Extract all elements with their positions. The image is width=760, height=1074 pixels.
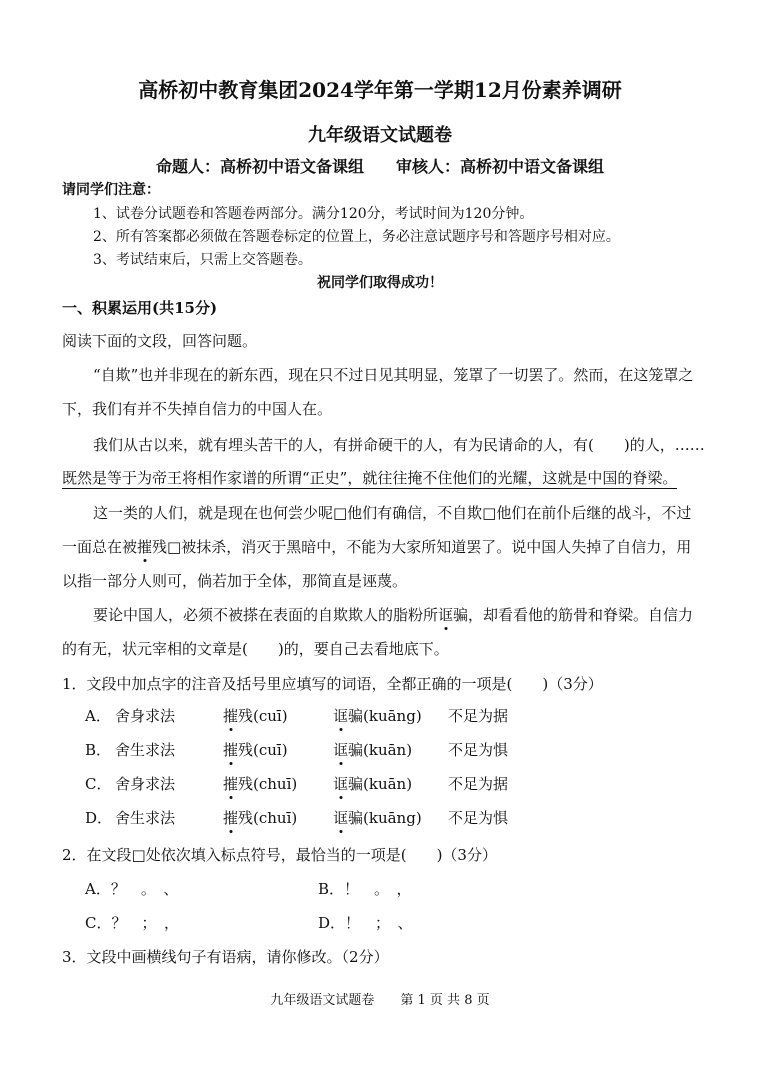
option-letter: B．	[85, 741, 112, 759]
passage-line: 的有无，状元宰相的文章是( )的，要自己去看地底下。	[62, 640, 449, 658]
passage-line: 这一类的人们，就是现在也何尝少呢□他们有确信，不自欺□他们在前仆后继的战斗，不过	[93, 504, 692, 522]
notice-item: 2、所有答案都必须做在答题卷标定的位置上，务必注意试题序号和答题序号相对应。	[93, 229, 620, 245]
section-heading: 一、积累运用(共15分)	[62, 299, 218, 317]
option-pinyin: 摧残(chuī)	[223, 809, 298, 827]
option-word: 不足为惧	[448, 809, 509, 827]
good-luck-line: 祝同学们取得成功！	[317, 275, 443, 291]
exam-title: 高桥初中教育集团2024学年第一学期12月份素养调研	[138, 78, 622, 102]
question-3-stem: 3．文段中画横线句子有语病，请你修改。（2分）	[62, 948, 389, 966]
passage-line: 以指一部分人则可，倘若加于全体，那简直是诬蔑。	[62, 572, 408, 590]
option-pinyin: 摧残(chuī)	[223, 775, 298, 793]
text-segment: 一面总在被	[62, 538, 138, 556]
dotted-char: 摧	[137, 538, 153, 556]
option-pinyin: 诓骗(kuān)	[333, 741, 413, 759]
page-footer: 九年级语文试题卷 第 1 页 共 8 页	[270, 993, 490, 1008]
text-segment: 要论中国人，必须不被搽在表面的自欺欺人的脂粉所	[93, 606, 439, 624]
option-pinyin: 摧残(cuī)	[223, 707, 288, 725]
passage-line	[93, 604, 693, 625]
underline-text: 既然是等于为帝王将相作家谱的所谓“正史”，就往往掩不住他们的光耀，这就是中国的脊梁。	[62, 469, 678, 487]
option-pinyin: 摧残(cuī)	[223, 741, 288, 759]
reading-intro: 阅读下面的文段，回答问题。	[62, 332, 258, 350]
option-word: 舍身求法	[115, 775, 176, 793]
passage-line: “自欺”也并非现在的新东西，现在只不过日见其明显，笼罩了一切罢了。然而，在这笼罩之	[93, 366, 694, 384]
passage-line	[62, 536, 691, 557]
exam-authors: 命题人：高桥初中语文备课组 审核人：高桥初中语文备课组	[155, 157, 604, 176]
text-segment: 骗，却看看他的筋骨和脊梁。自信力	[453, 606, 694, 624]
question-1-stem: 1．文段中加点字的注音及括号里应填写的词语，全都正确的一项是( )（3分）	[62, 675, 603, 693]
option-word: 舍身求法	[115, 707, 176, 725]
question-2-stem: 2．在文段□处依次填入标点符号，最恰当的一项是( )（3分）	[62, 846, 497, 864]
notice-item: 3、考试结束后，只需上交答题卷。	[93, 252, 312, 268]
passage-line: 我们从古以来，就有埋头苦干的人，有拼命硬干的人，有为民请命的人，有( )的人，……	[93, 436, 705, 454]
q2-option-b[interactable]: B．！ 。 ，	[318, 880, 412, 898]
option-word: 舍生求法	[115, 741, 176, 759]
q2-option-c[interactable]: C．？ ； ，	[85, 914, 179, 932]
notice-heading: 请同学们注意：	[62, 182, 160, 198]
dotted-char: 诓	[438, 606, 454, 624]
passage-line: 下，我们有并不失掉自信力的中国人在。	[62, 400, 333, 418]
option-word: 不足为惧	[448, 741, 509, 759]
option-pinyin: 诓骗(kuāng)	[333, 707, 422, 725]
passage-underlined-sentence	[62, 467, 677, 488]
notice-item: 1、试卷分试题卷和答题卷两部分。满分120分，考试时间为120分钟。	[93, 206, 534, 222]
option-letter: C．	[85, 775, 112, 793]
option-word: 舍生求法	[115, 809, 176, 827]
text-segment: 残□被抹杀，消灭于黑暗中，不能为大家所知道罢了。说中国人失掉了自信力，用	[152, 538, 692, 556]
option-word: 不足为据	[448, 707, 509, 725]
exam-subtitle: 九年级语文试题卷	[308, 125, 452, 146]
option-word: 不足为据	[448, 775, 509, 793]
q2-option-a[interactable]: A．？ 。 、	[85, 880, 179, 898]
option-letter: A．	[85, 707, 111, 725]
q2-option-d[interactable]: D．！ ； 、	[318, 914, 413, 932]
option-pinyin: 诓骗(kuān)	[333, 775, 413, 793]
option-pinyin: 诓骗(kuāng)	[333, 809, 422, 827]
option-letter: D．	[85, 809, 113, 827]
